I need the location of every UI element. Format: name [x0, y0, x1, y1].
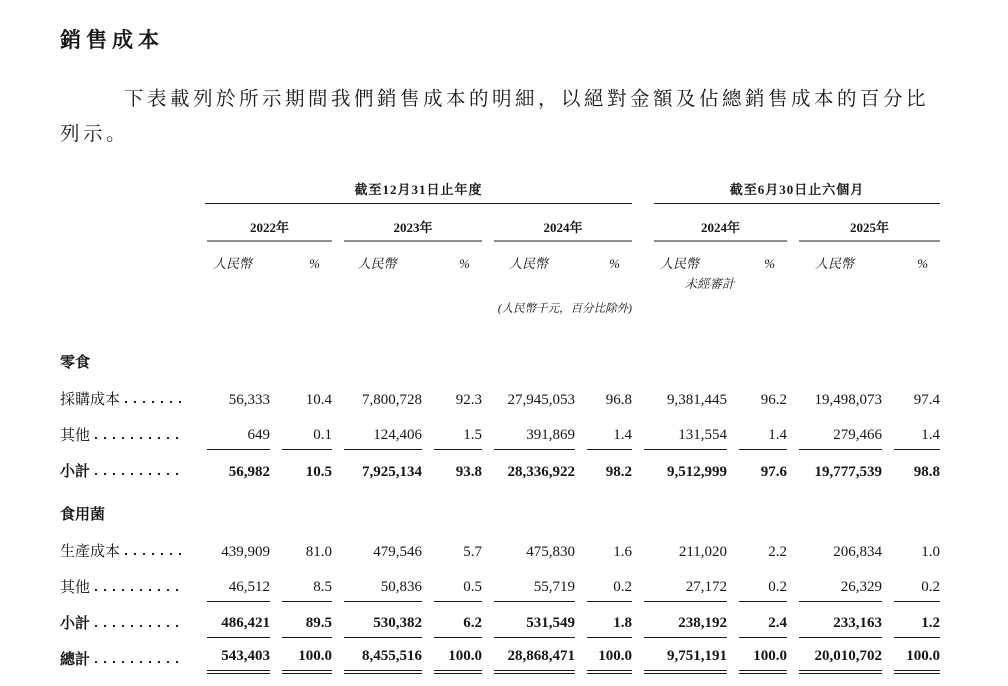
value-cell: 96.2: [760, 392, 788, 408]
value-cell: 9,381,445: [667, 392, 728, 408]
subheader-pct: %: [764, 256, 776, 271]
units-note-row: [60, 292, 940, 334]
value-cell: 19,498,073: [814, 392, 883, 408]
value-cell: 233,163: [787, 602, 882, 638]
empty-cell: [632, 292, 940, 334]
value-cell: 26,329: [787, 566, 882, 602]
subheader-rmb: 人民幣: [815, 256, 855, 271]
value-cell: 20,010,702: [787, 638, 882, 674]
value-cell: 1.8: [575, 602, 632, 638]
subheader-pct: %: [309, 256, 320, 271]
subheader-pct: %: [459, 256, 470, 271]
section-row: [60, 334, 940, 378]
value-cell: 100.0: [422, 638, 482, 674]
value-cell: 543,403: [195, 638, 270, 674]
dot-leader: [95, 661, 185, 663]
value-cell: 27,945,053: [507, 392, 575, 408]
row-label-cell: [60, 450, 195, 486]
value-cell: 531,549: [482, 602, 575, 638]
empty-cell: [60, 292, 422, 334]
units-note: (人民幣千元，百分比除外): [497, 303, 633, 315]
unaudited-row: [60, 272, 940, 292]
value-cell: 0.1: [270, 414, 332, 450]
row-label-cell: [60, 566, 195, 602]
value-cell: 131,554: [632, 414, 727, 450]
value-cell: 0.2: [727, 566, 787, 602]
dot-leader: [95, 437, 185, 439]
subheader-rmb: 人民幣: [508, 256, 548, 271]
dot-leader: [125, 401, 185, 403]
value-cell: 0.2: [575, 566, 632, 602]
empty-cell: [60, 272, 632, 292]
value-cell: 0.5: [422, 566, 482, 602]
value-cell: 2.2: [768, 544, 788, 560]
value-cell: 649: [195, 414, 270, 450]
value-cell: 1.6: [613, 544, 633, 560]
value-cell: 1.2: [882, 602, 940, 638]
value-cell: 93.8: [455, 464, 482, 480]
data-row: [60, 530, 940, 566]
group-header-annual-label: 截至12月31日止年度: [205, 179, 632, 204]
year-header-2024-interim: 2024年: [632, 204, 787, 242]
value-cell: 8.5: [270, 566, 332, 602]
value-cell: 81.0: [305, 544, 332, 560]
value-cell: 391,869: [482, 414, 575, 450]
group-header-row: [60, 174, 940, 204]
year-header-2022: 2022年: [195, 204, 332, 242]
dot-leader: [95, 473, 185, 475]
subtotal-row: [60, 450, 940, 486]
unaudited-label: 未經審計: [684, 277, 735, 291]
page-title: 銷售成本: [60, 28, 164, 52]
total-row: [60, 638, 940, 674]
value-cell: 100.0: [727, 638, 787, 674]
data-row: [60, 378, 940, 414]
subheader-rmb: 人民幣: [212, 256, 252, 271]
value-cell: 486,421: [195, 602, 270, 638]
year-header-row: [60, 204, 940, 242]
value-cell: 55,719: [482, 566, 575, 602]
value-cell: 89.5: [270, 602, 332, 638]
value-cell: 9,751,191: [632, 638, 727, 674]
dot-leader: [95, 625, 185, 627]
data-row: [60, 566, 940, 602]
group-header-annual: [195, 174, 632, 204]
row-label: 其他: [60, 428, 91, 444]
row-label: 總計: [60, 652, 91, 668]
value-cell: 5.7: [463, 544, 482, 560]
value-cell: 211,020: [678, 544, 728, 560]
subheader-pct: %: [917, 256, 929, 271]
cost-of-sales-table: [60, 174, 940, 674]
value-cell: 92.3: [455, 392, 482, 408]
dot-leader: [125, 553, 185, 555]
empty-cell: [60, 242, 195, 272]
subheader-rmb: 人民幣: [660, 256, 700, 271]
row-label: 生產成本: [60, 544, 121, 560]
value-cell: 279,466: [787, 414, 882, 450]
year-header-2023: 2023年: [332, 204, 482, 242]
value-cell: 1.5: [422, 414, 482, 450]
section-label: 零食: [60, 355, 91, 371]
year-header-2025-interim: 2025年: [787, 204, 940, 242]
row-label: 其他: [60, 580, 91, 596]
value-cell: 475,830: [526, 544, 575, 560]
value-cell: 10.5: [305, 464, 332, 480]
row-label: 小計: [60, 464, 91, 480]
year-header-2024: 2024年: [482, 204, 632, 242]
dot-leader: [95, 589, 185, 591]
subheader-pct: %: [609, 256, 621, 271]
value-cell: 100.0: [270, 638, 332, 674]
row-label: 小計: [60, 616, 91, 632]
value-cell: 10.4: [305, 392, 332, 408]
value-cell: 100.0: [575, 638, 632, 674]
group-header-interim: [632, 174, 940, 204]
intro-paragraph: 下表載列於所示期間我們銷售成本的明細，以絕對金額及佔總銷售成本的百分比列示。: [60, 89, 930, 145]
row-label-cell: [60, 638, 195, 674]
value-cell: 8,455,516: [332, 638, 422, 674]
value-cell: 98.8: [913, 464, 941, 480]
value-cell: 7,800,728: [362, 392, 422, 408]
value-cell: 100.0: [882, 638, 940, 674]
value-cell: 1.4: [882, 414, 940, 450]
value-cell: 97.4: [913, 392, 941, 408]
value-cell: 96.8: [605, 392, 633, 408]
row-label-cell: [60, 530, 195, 566]
section-row: [60, 486, 940, 530]
subheader-row: [60, 242, 940, 272]
data-row: [60, 414, 940, 450]
value-cell: 1.0: [921, 544, 941, 560]
value-cell: 2.4: [727, 602, 787, 638]
value-cell: 238,192: [632, 602, 727, 638]
empty-cell: [60, 204, 195, 242]
value-cell: 1.4: [575, 414, 632, 450]
value-cell: 50,836: [332, 566, 422, 602]
empty-cell: [60, 174, 195, 204]
value-cell: 97.6: [760, 464, 788, 480]
row-label-cell: [60, 378, 195, 414]
subheader-rmb: 人民幣: [357, 256, 397, 271]
value-cell: 1.4: [727, 414, 787, 450]
section-label: 食用菌: [60, 507, 106, 523]
value-cell: 0.2: [882, 566, 940, 602]
value-cell: 27,172: [632, 566, 727, 602]
row-label: 採購成本: [60, 392, 121, 408]
value-cell: 19,777,539: [814, 464, 883, 480]
subtotal-row: [60, 602, 940, 638]
table-body: [60, 334, 940, 674]
value-cell: 56,333: [228, 392, 270, 408]
value-cell: 530,382: [332, 602, 422, 638]
empty-cell: [787, 272, 940, 292]
value-cell: 6.2: [422, 602, 482, 638]
value-cell: 7,925,134: [362, 464, 422, 480]
value-cell: 479,546: [373, 544, 422, 560]
value-cell: 46,512: [195, 566, 270, 602]
row-label-cell: [60, 602, 195, 638]
group-header-interim-label: 截至6月30日止六個月: [654, 179, 940, 204]
value-cell: 439,909: [221, 544, 270, 560]
value-cell: 98.2: [605, 464, 633, 480]
value-cell: 9,512,999: [667, 464, 728, 480]
value-cell: 28,868,471: [482, 638, 575, 674]
row-label-cell: [60, 414, 195, 450]
value-cell: 206,834: [833, 544, 883, 560]
value-cell: 56,982: [228, 464, 270, 480]
table-head: [60, 174, 940, 334]
value-cell: 124,406: [332, 414, 422, 450]
value-cell: 28,336,922: [507, 464, 575, 480]
